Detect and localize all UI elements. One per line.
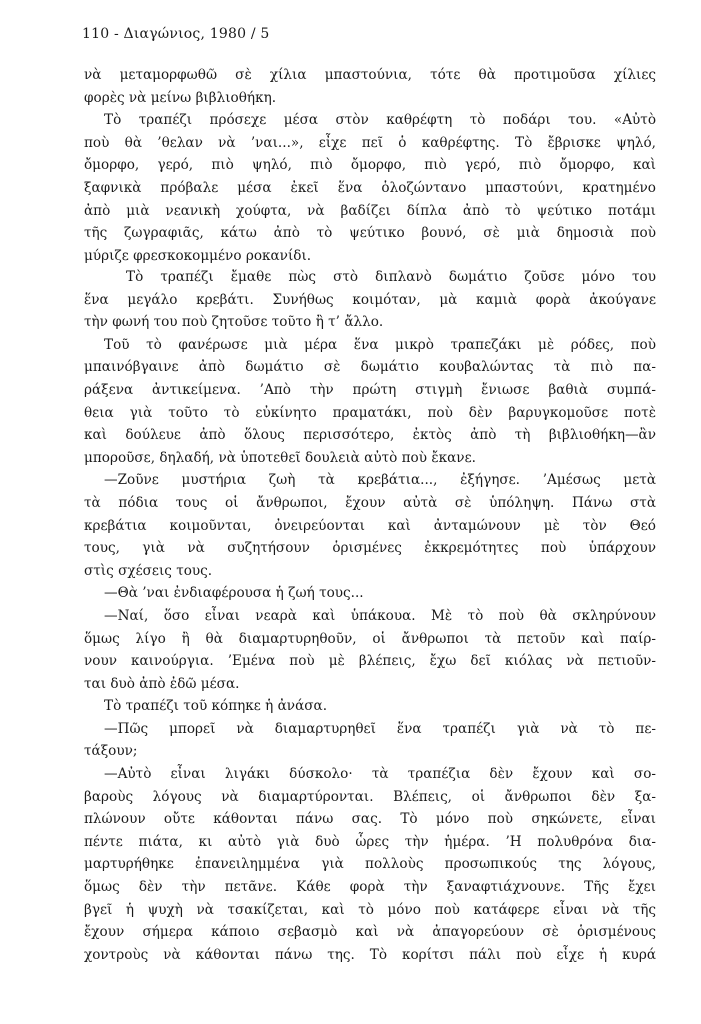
text-line: καὶ δούλευε ἀπὸ ὅλους περισσότερο, ἐκτὸς ἀπὸ τὴ βιβλιοθήκη—ἂν [84,427,656,444]
text-line: μπαινόβγαινε ἀπὸ δωμάτιο σὲ δωμάτιο κουβαλώντας τὰ πιὸ πα- [84,359,656,376]
text-line: ἔχουν σήμερα κάποιο σεβασμὸ καὶ νὰ ἀπαγορεύουν σὲ ὁρισμένους [84,924,656,941]
text-line: μαρτυρήθηκε ἐπανειλημμένα γιὰ πολλοὺς προσωπικούς της λόγους, [84,856,656,873]
text-line: Τὸ τραπέζι τοῦ κόπηκε ἡ ἀνάσα. [104,698,328,715]
paragraph [84,334,656,470]
paragraph [84,763,656,966]
text-line: ἕνα μεγάλο κρεβάτι. Συνήθως κοιμόταν, μὰ καμιὰ φορὰ ἀκούγανε [84,291,656,308]
text-line: Τοῦ τὸ φανέρωσε μιὰ μέρα ἕνα μικρὸ τραπεζάκι μὲ ρόδες, ποὺ [104,336,656,353]
text-line: τάξουν; [84,743,138,760]
text-line: στὶς σχέσεις τους. [84,562,213,579]
text-line: Τὸ τραπέζι πρόσεχε μέσα στὸν καθρέφτη τὸ ποδάρι του. «Αὐτὸ [104,112,656,129]
paragraph [84,266,656,334]
text-line: ὅμως δὲν τὴν πετᾶνε. Κάθε φορὰ τὴν ξαναφτιάχνουνε. Τῆς ἔχει [84,879,656,896]
text-line: ὄμορφο, γερό, πιὸ ψηλό, πιὸ ὄμορφο, πιὸ γερό, πιὸ ὄμορφο, καὶ [84,157,656,174]
text-line: τὴν φωνή του ποὺ ζητοῦσε τοῦτο ἢ τ’ ἄλλο. [84,314,384,331]
text-line: θεια γιὰ τοῦτο τὸ εὐκίνητο πραματάκι, ποὺ δὲν βαρυγκομοῦσε ποτὲ [84,404,656,421]
text-line: φορὲς νὰ μείνω βιβλιοθήκη. [84,89,277,106]
text-line: τῆς ζωγραφιᾶς, κάτω ἀπὸ τὸ ψεύτικο βουνό, σὲ μιὰ δημοσιὰ ποὺ [84,225,656,242]
paragraph [84,582,656,605]
text-line: μύριζε φρεσκοκομμένο ροκανίδι. [84,247,312,264]
text-line: —Ζοῦνε μυστήρια ζωὴ τὰ κρεβάτια..., ἐξήγησε. ’Αμέσως μετὰ [104,472,656,489]
text-line: κρεβάτια κοιμοῦνται, ὀνειρεύονται καὶ ἀνταμώνουν μὲ τὸν Θεό [84,517,656,534]
text-line: μποροῦσε, δηλαδή, νὰ ὑποτεθεῖ δουλειὰ αὐτὸ ποὺ ἔκανε. [84,449,476,466]
text-line: ται δυὸ ἀπὸ ἐδῶ μέσα. [84,675,240,692]
text-block-top [84,64,656,267]
paragraph-continuation [84,64,656,109]
text-block-bottom [84,266,656,966]
text-line: ποὺ θὰ ’θελαν νὰ ’ναι...», εἶχε πεῖ ὁ καθρέφτης. Τὸ ἔβρισκε ψηλό, [84,134,656,151]
text-line: νὰ μεταμορφωθῶ σὲ χίλια μπαστούνια, τότε θὰ προτιμοῦσα χίλιες [84,67,656,83]
text-line: χοντροὺς νὰ κάθονται πάνω της. Τὸ κορίτσι πάλι ποὺ εἶχε ἡ κυρά [84,946,656,963]
text-line: ράξενα ἀντικείμενα. ’Απὸ τὴν πρώτη στιγμὴ ἔνιωσε βαθιὰ συμπά- [84,381,656,398]
text-line: νουν καινούργια. ’Εμένα ποὺ μὲ βλέπεις, ἔχω δεῖ κιόλας νὰ πετιοῦν- [84,653,656,670]
text-line: βγεῖ ἡ ψυχὴ νὰ τσακίζεται, καὶ τὸ μόνο ποὺ κατάφερε εἶναι νὰ τῆς [84,901,656,918]
text-line: —Αὐτὸ εἶναι λιγάκι δύσκολο· τὰ τραπέζια δὲν ἔχουν καὶ σο- [104,766,656,783]
paragraph [84,469,656,582]
text-line: —Θὰ ’ναι ἐνδιαφέρουσα ἡ ζωή τους... [104,585,364,602]
text-line: ὅμως λίγο ἢ θὰ διαμαρτυρηθοῦν, οἱ ἄνθρωποι τὰ πετοῦν καὶ παίρ- [84,630,656,647]
text-line: πλώνουν οὔτε κάθονται πάνω σας. Τὸ μόνο ποὺ σηκώνετε, εἶναι [84,811,656,828]
text-line: τους, γιὰ νὰ συζητήσουν ὁρισμένες ἐκκρεμότητες ποὺ ὑπάρχουν [84,540,656,557]
paragraph [84,109,656,267]
text-line: —Ναί, ὅσο εἶναι νεαρὰ καὶ ὑπάκουα. Μὲ τὸ ποὺ θὰ σκληρύνουν [104,607,656,624]
text-line: ἀπὸ μιὰ νεανικὴ χούφτα, νὰ βαδίζει δίπλα ἀπὸ τὸ ψεύτικο ποτάμι [84,202,656,219]
text-line: τὰ πόδια τους οἱ ἄνθρωποι, ἔχουν αὐτὰ σὲ ὑπόληψη. Πάνω στὰ [84,494,656,511]
paragraph [84,695,656,718]
text-line: πέντε πιάτα, κι αὐτὸ γιὰ δυὸ ὧρες τὴν ἡμέρα. ’Η πολυθρόνα δια- [84,833,656,850]
text-line: βαροὺς λόγους νὰ διαμαρτύρονται. Βλέπεις, οἱ ἄνθρωποι δὲν ξα- [84,788,656,805]
paragraph [84,718,656,763]
paragraph [84,605,656,695]
text-line: Τὸ τραπέζι ἔμαθε πὼς στὸ διπλανὸ δωμάτιο ζοῦσε μόνο του [126,269,656,285]
page-header: 110 - Διαγώνιος, 1980 / 5 [82,26,270,42]
text-line: —Πῶς μπορεῖ νὰ διαμαρτυρηθεῖ ἕνα τραπέζι γιὰ νὰ τὸ πε- [104,720,656,737]
text-line: ξαφνικὰ πρόβαλε μέσα ἐκεῖ ἕνα ὁλοζώντανο μπαστούνι, κρατημένο [84,179,656,196]
